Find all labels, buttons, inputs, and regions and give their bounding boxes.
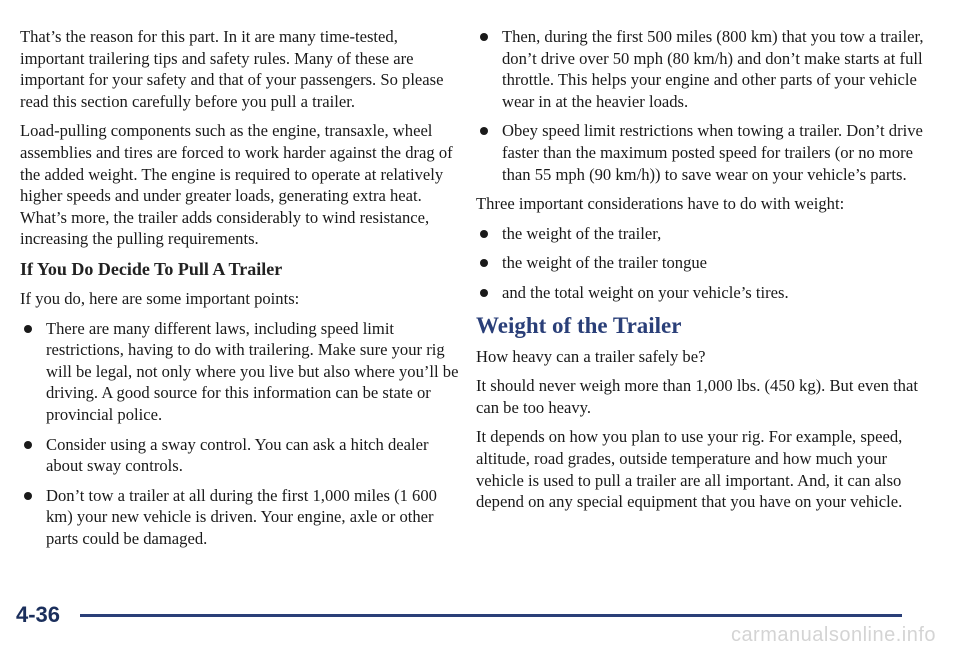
list-item-text: and the total weight on your vehicle’s tires. xyxy=(502,282,789,302)
bullet-icon xyxy=(480,33,488,41)
list-item-text: the weight of the trailer tongue xyxy=(502,253,708,273)
towing-tips-list xyxy=(476,26,928,185)
question-paragraph: How heavy can a trailer safely be? xyxy=(476,346,706,366)
list-item-text: Consider using a sway control. You can ask a hitch dealer about sway controls. xyxy=(46,434,429,476)
footer-rule xyxy=(80,614,902,617)
bullet-icon xyxy=(480,259,488,267)
list-item xyxy=(476,120,928,185)
decide-heading: If You Do Decide To Pull A Trailer xyxy=(20,258,283,279)
bullet-icon xyxy=(24,325,32,333)
points-list xyxy=(20,318,460,550)
right-column xyxy=(476,26,928,521)
bullet-icon xyxy=(24,441,32,449)
bullet-icon xyxy=(480,289,488,297)
list-item xyxy=(20,485,460,550)
weight-considerations-paragraph: Three important considerations have to do with weight: xyxy=(476,194,845,214)
depends-paragraph: It depends on how you plan to use your rig. For example, speed, altitude, road grades, outside temperature and how much your vehicle is used to pull a trailer are all important. And, it can also depend on any special equipment that you have on your vehicle. xyxy=(476,427,903,512)
list-item-text: the weight of the trailer, xyxy=(502,223,662,243)
list-item xyxy=(476,223,928,245)
bullet-icon xyxy=(24,492,32,500)
page-number: 4-36 xyxy=(16,602,61,627)
list-item-text: Don’t tow a trailer at all during the first 1,000 miles (1 600 km) your new vehicle is driven. Your engine, axle or other parts could be damaged. xyxy=(46,485,437,548)
weight-list xyxy=(476,223,928,304)
list-item-text: There are many different laws, including speed limit restrictions, having to do with trailering. Make sure your rig will be legal, not only where you live but also where you’ll be driving. A good source for this information can be state or provincial police. xyxy=(46,318,459,424)
list-item xyxy=(476,252,928,274)
watermark: carmanualsonline.info xyxy=(730,624,936,646)
max-weight-paragraph: It should never weigh more than 1,000 lbs. (450 kg). But even that can be too heavy. xyxy=(476,376,918,417)
list-item xyxy=(20,318,460,426)
points-intro: If you do, here are some important points: xyxy=(20,288,300,308)
list-item xyxy=(20,434,460,477)
list-item-text: Then, during the first 500 miles (800 km) that you tow a trailer, don’t drive over 50 mph (80 km/h) and don’t make starts at full throttle. This helps your engine and other parts of your vehicle wear in at the heavier loads. xyxy=(502,27,924,111)
list-item-text: Obey speed limit restrictions when towing a trailer. Don’t drive faster than the maximum posted speed for trailers (or no more than 55 mph (90 km/h)) to save wear on your vehicle’s parts. xyxy=(502,121,923,184)
load-pulling-paragraph: Load-pulling components such as the engine, transaxle, wheel assemblies and tires are forced to work harder against the drag of the added weight. The engine is required to operate at relatively higher speeds and under greater loads, generating extra heat. What’s more, the trailer adds considerably to wind resistance, increasing the pulling requirements. xyxy=(20,121,453,249)
left-column xyxy=(20,26,460,557)
section-title: Weight of the Trailer xyxy=(476,312,682,338)
bullet-icon xyxy=(480,127,488,135)
list-item xyxy=(476,26,928,112)
intro-paragraph: That’s the reason for this part. In it are many time-tested, important trailering tips and safety rules. Many of these are important for your safety and that of your passengers. So please read this section carefully before you pull a trailer. xyxy=(20,27,444,111)
list-item xyxy=(476,282,928,304)
bullet-icon xyxy=(480,230,488,238)
